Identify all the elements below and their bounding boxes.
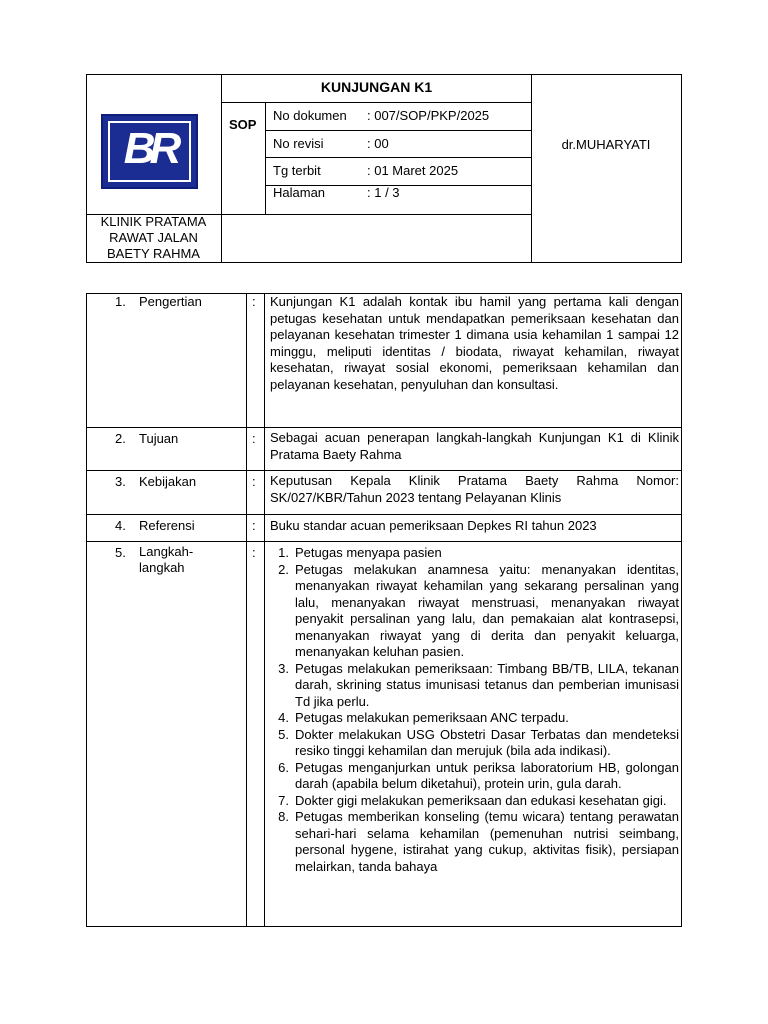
section-number: 1.	[115, 294, 126, 309]
section-label-line: langkah	[139, 560, 185, 575]
steps-list	[270, 545, 679, 875]
list-item	[270, 562, 679, 661]
step-text: Dokter melakukan USG Obstetri Dasar Terbatas dan mendeteksi resiko tinggi kehamilan dan merujuk (bila ada indikasi).	[295, 726, 679, 758]
clinic-name-line: BAETY RAHMA	[107, 246, 200, 261]
list-item	[270, 760, 679, 793]
field-value-no-revisi: : 00	[367, 136, 389, 151]
field-label-tg-terbit: Tg terbit	[273, 163, 321, 178]
section-text-referensi: Buku standar acuan pemeriksaan Depkes RI tahun 2023	[270, 518, 597, 533]
document-title: KUNJUNGAN K1	[320, 79, 433, 95]
step-text: Petugas melakukan pemeriksaan: Timbang BB/TB, LILA, tekanan darah, skrining status imunisasi tetanus dan pemberian imunisasi Td jika perlu.	[295, 660, 679, 709]
section-number: 4.	[115, 518, 126, 533]
step-number: 7.	[278, 792, 289, 808]
section-label-langkah	[139, 544, 193, 576]
field-value-no-dokumen: : 007/SOP/PKP/2025	[367, 108, 490, 123]
clinic-name-line: KLINIK PRATAMA	[100, 214, 207, 229]
step-text: Petugas menganjurkan untuk periksa laboratorium HB, golongan darah (apabila belum diketahui), protein urin, gula darah.	[295, 759, 679, 791]
list-item	[270, 661, 679, 711]
list-item	[270, 545, 679, 562]
signatory-name: dr.MUHARYATI	[561, 137, 651, 152]
list-item	[270, 809, 679, 875]
clinic-logo: BR	[101, 114, 198, 189]
section-colon: :	[252, 294, 256, 309]
sop-label: SOP	[229, 117, 257, 132]
section-colon: :	[252, 474, 256, 489]
step-number: 2.	[278, 561, 289, 577]
clinic-name	[86, 214, 221, 262]
field-value-halaman: : 1 / 3	[367, 185, 400, 200]
field-label-no-dokumen: No dokumen	[273, 108, 347, 123]
clinic-name-line: RAWAT JALAN	[109, 230, 198, 245]
section-colon: :	[252, 431, 256, 446]
section-number: 5.	[115, 545, 126, 560]
section-label-line: Langkah-	[139, 544, 194, 559]
step-number: 3.	[278, 660, 289, 676]
field-label-no-revisi: No revisi	[273, 136, 324, 151]
step-number: 1.	[278, 545, 289, 560]
step-text: Petugas memberikan konseling (temu wicara) tentang perawatan sehari-hari selama kehamilan (pemenuhan nutrisi seimbang, personal hygene, istirahat yang cukup, aktivitas fisik), persiapan melairkan, tanda bahaya	[295, 809, 679, 874]
step-text: Petugas melakukan anamnesa yaitu: menanyakan identitas, menanyakan riwayat kehamilan yang sekarang persalinan yang lalu, menanyakan riwayat menstruasi, menanyakan riwayat penyakit persalinan yang lalu, dan pemakaian alat kontrasepsi, menanyakan riwayat yang di derita dan penyakit keluarga, menanyakan keluhan pasien.	[295, 561, 679, 659]
section-number: 2.	[115, 431, 126, 446]
section-colon: :	[252, 545, 256, 560]
section-text-tujuan: Sebagai acuan penerapan langkah-langkah Kunjungan K1 di Klinik Pratama Baety Rahma	[270, 430, 679, 462]
section-text-kebijakan: Keputusan Kepala Klinik Pratama Baety Rahma Nomor: SK/027/KBR/Tahun 2023 tentang Pelayanan Klinis	[270, 473, 679, 505]
field-label-halaman: Halaman	[273, 185, 326, 200]
list-item	[270, 793, 679, 810]
section-label-tujuan: Tujuan	[139, 431, 179, 446]
section-colon: :	[252, 518, 256, 533]
step-text: Petugas melakukan pemeriksaan ANC terpadu.	[295, 710, 569, 725]
step-number: 5.	[278, 726, 289, 742]
step-number: 8.	[278, 809, 289, 824]
step-text: Dokter gigi melakukan pemeriksaan dan edukasi kesehatan gigi.	[295, 792, 667, 808]
step-number: 4.	[278, 710, 289, 725]
step-text: Petugas menyapa pasien	[295, 545, 442, 560]
step-number: 6.	[278, 759, 289, 775]
field-value-tg-terbit: : 01 Maret 2025	[367, 163, 459, 178]
section-number: 3.	[115, 474, 126, 489]
list-item	[270, 727, 679, 760]
list-item	[270, 710, 679, 727]
section-label-pengertian: Pengertian	[139, 294, 202, 309]
section-text-pengertian: Kunjungan K1 adalah kontak ibu hamil yang pertama kali dengan petugas kesehatan untuk mendapatkan pemeriksaan kesehatan dan pelayanan kesehatan trimester 1 dimana usia kehamilan 1 sampai 12 minggu, meliputi identitas / biodata, riwayat kehamilan, riwayat kesehatan, riwayat sosial ekonomi, pemeriksaan kehamilan dan pelayanan kesehatan, penyuluhan dan konsultasi.	[270, 294, 679, 392]
section-label-referensi: Referensi	[139, 518, 195, 533]
section-label-kebijakan: Kebijakan	[139, 474, 197, 489]
